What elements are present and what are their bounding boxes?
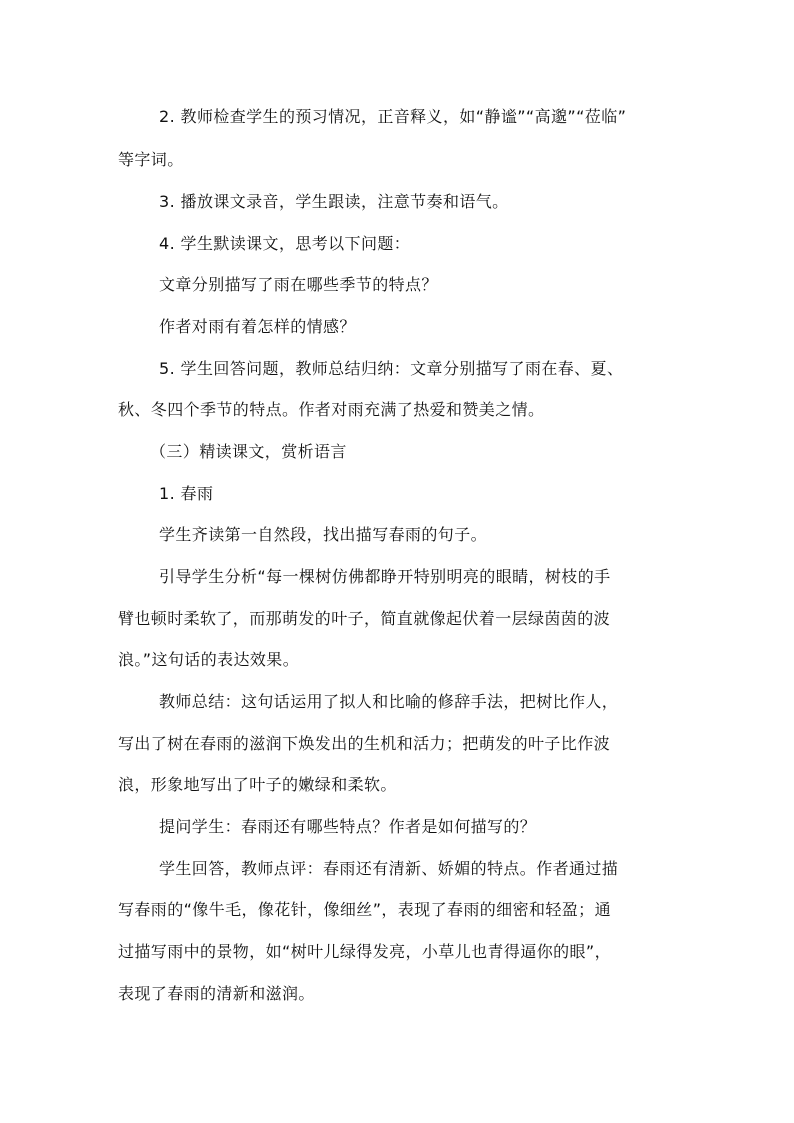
line-12: 引导学生分析“每一棵树仿佛都睁开特别明亮的眼睛，树枝的手 bbox=[159, 567, 611, 586]
line-4: 4. 学生默读课文，思考以下问题： bbox=[159, 234, 411, 253]
line-2: 等字词。 bbox=[118, 150, 184, 169]
line-14: 浪。”这句话的表达效果。 bbox=[118, 650, 300, 669]
line-1: 2. 教师检查学生的预习情况，正音释义，如“静谧”“高邈”“莅临” bbox=[159, 107, 627, 126]
line-17: 浪，形象地写出了叶子的嫩绿和柔软。 bbox=[118, 775, 397, 794]
line-19: 学生回答，教师点评：春雨还有清新、娇媚的特点。作者通过描 bbox=[159, 859, 619, 878]
line-22: 表现了春雨的清新和滋润。 bbox=[118, 984, 315, 1003]
line-18: 提问学生：春雨还有哪些特点？作者是如何描写的？ bbox=[159, 817, 537, 836]
line-3: 3. 播放课文录音，学生跟读，注意节奏和语气。 bbox=[159, 192, 509, 211]
subheading-spring-rain: 1. 春雨 bbox=[159, 484, 214, 503]
line-21: 过描写雨中的景物，如“树叶儿绿得发亮，小草儿也青得逼你的眼”， bbox=[118, 942, 611, 961]
line-7: 5. 学生回答问题，教师总结归纳：文章分别描写了雨在春、夏、 bbox=[159, 359, 624, 378]
line-20: 写春雨的“像牛毛，像花针，像细丝”，表现了春雨的细密和轻盈；通 bbox=[118, 900, 611, 919]
line-15: 教师总结：这句话运用了拟人和比喻的修辞手法，把树比作人， bbox=[159, 692, 619, 711]
line-5: 文章分别描写了雨在哪些季节的特点？ bbox=[159, 275, 438, 294]
line-6: 作者对雨有着怎样的情感？ bbox=[159, 317, 356, 336]
line-13: 臂也顿时柔软了，而那萌发的叶子，简直就像起伏着一层绿茵茵的波 bbox=[118, 609, 611, 628]
line-11: 学生齐读第一自然段，找出描写春雨的句子。 bbox=[159, 525, 488, 544]
section-heading: （三）精读课文，赏析语言 bbox=[150, 442, 347, 461]
line-16: 写出了树在春雨的滋润下焕发出的生机和活力；把萌发的叶子比作波 bbox=[118, 734, 611, 753]
line-8: 秋、冬四个季节的特点。作者对雨充满了热爱和赞美之情。 bbox=[118, 400, 545, 419]
